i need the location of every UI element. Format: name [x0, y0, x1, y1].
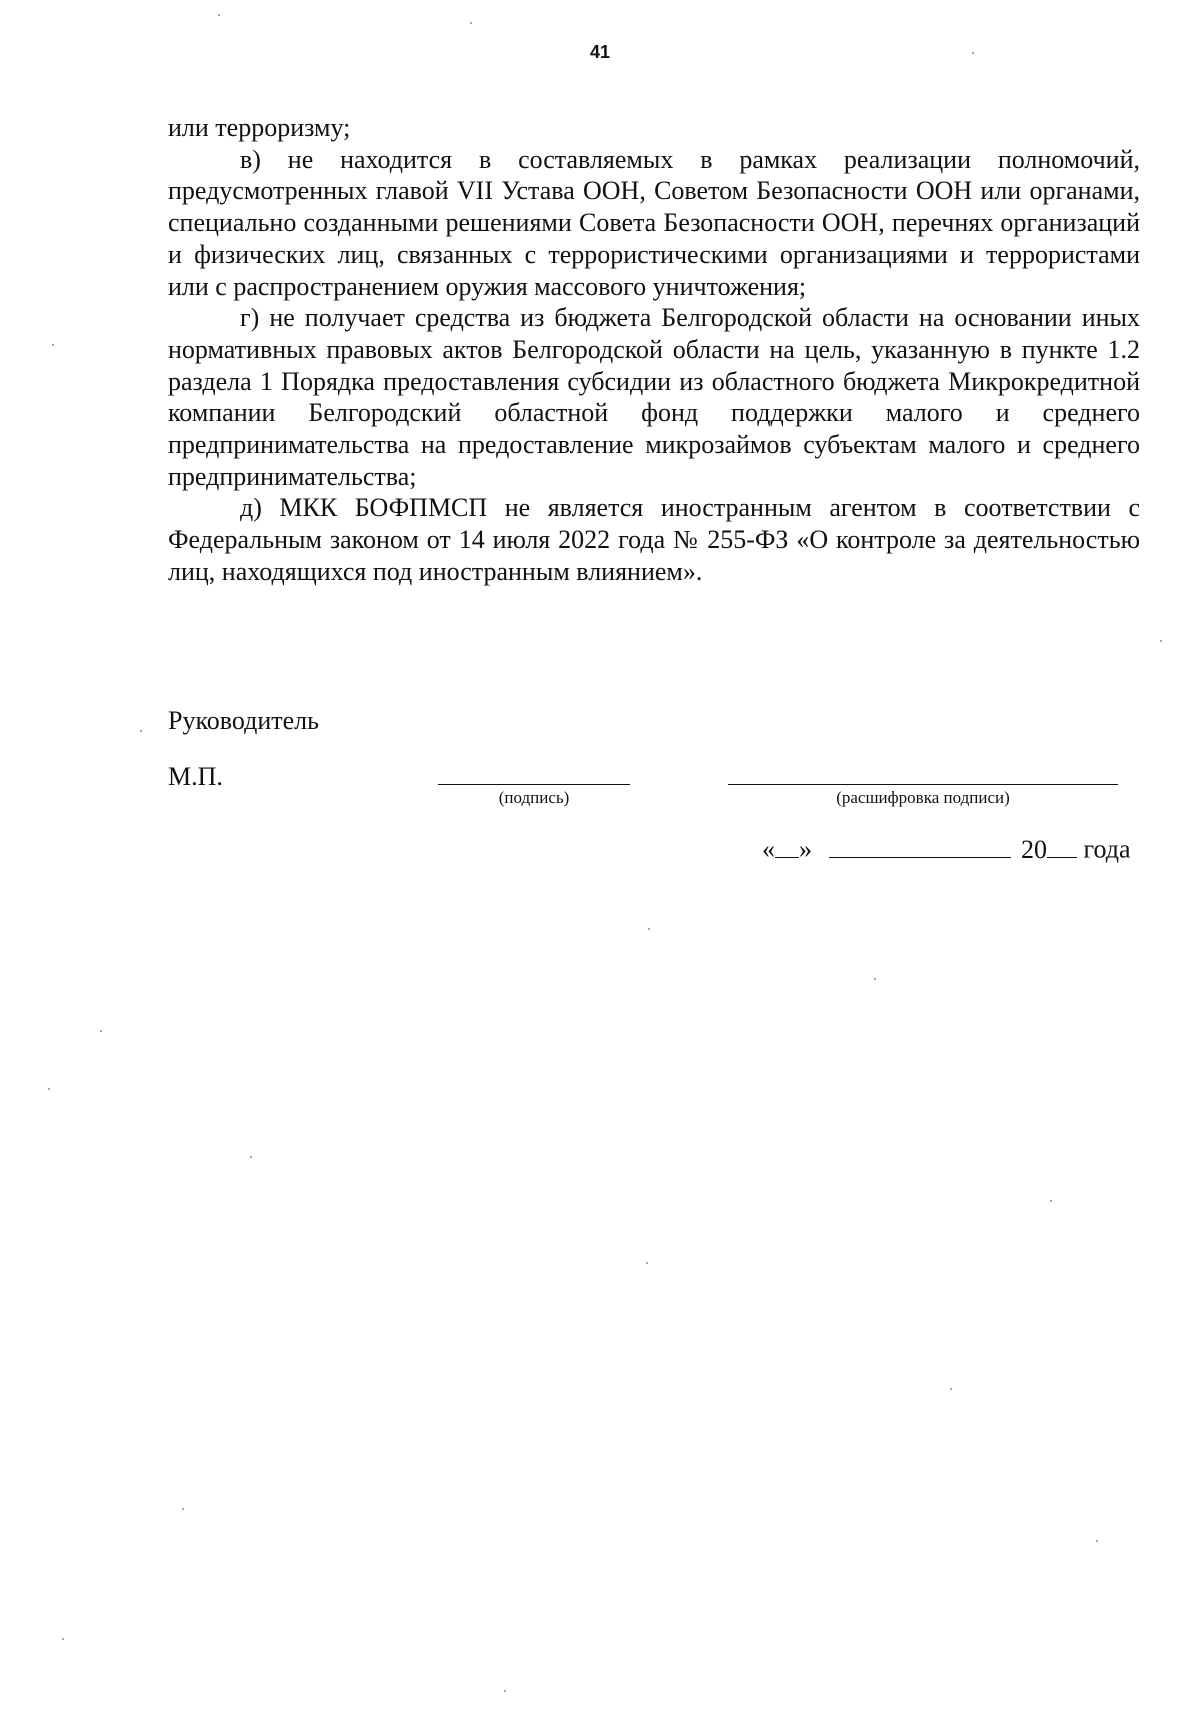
page-number: 41 [589, 42, 611, 62]
scan-speck [1050, 1200, 1052, 1202]
paragraph-g: г) не получает средства из бюджета Белгородской области на основании иных нормативных правовых актов Белгородской области на цель, указанную в пункте 1.2 раздела 1 Порядка предоставления субсидии из областного бюджета Микрокредитной компании Белгородский областной фонд поддержки малого и среднего предпринимательства на предоставление микрозаймов субъектам малого и среднего предпринимательства; [168, 303, 1140, 491]
signature-line [438, 784, 630, 785]
date-line [762, 832, 1131, 865]
date-close-quote: » [799, 834, 812, 864]
scan-speck [100, 1030, 102, 1032]
scan-speck [250, 1156, 252, 1158]
year-suffix: года [1083, 834, 1131, 864]
signature-caption: (подпись) [498, 788, 570, 807]
scan-speck [950, 1388, 952, 1390]
scan-speck [218, 14, 220, 16]
scan-speck [1160, 640, 1162, 642]
scan-speck [470, 22, 472, 24]
stamp-label: М.П. [168, 762, 223, 791]
decoding-caption: (расшифровка подписи) [836, 788, 1010, 807]
year-blank [1047, 832, 1077, 858]
scan-speck [972, 52, 974, 54]
role-label: Руководитель [168, 706, 319, 735]
scan-speck [504, 1690, 506, 1692]
day-blank [775, 832, 799, 858]
paragraph-v: в) не находится в составляемых в рамках реализации полномочий, предусмотренных главой VII Устава ООН, Советом Безопасности ООН или органами, специально созданными решениями Совета Безопасности ООН, перечнях организаций и физических лиц, связанных с террористическими организациями и террористами или с распространением оружия массового уничтожения; [168, 144, 1140, 301]
scan-speck [140, 730, 142, 732]
date-open-quote: « [762, 834, 775, 864]
paragraph-continuation: или терроризму; [168, 113, 351, 142]
body-text [168, 112, 1140, 588]
scan-speck [648, 928, 650, 930]
scan-speck [182, 1508, 184, 1510]
scan-speck [874, 978, 876, 980]
decoding-line [728, 784, 1118, 785]
scan-speck [1096, 1540, 1098, 1542]
scan-speck [62, 1638, 64, 1640]
scan-speck [52, 344, 54, 346]
scan-speck [48, 1088, 50, 1090]
scan-speck [646, 1262, 648, 1264]
year-prefix: 20 [1021, 834, 1047, 864]
paragraph-d: д) МКК БОФПМСП не является иностранным агентом в соответствии с Федеральным законом от 14 июля 2022 года № 255-ФЗ «О контроле за деятельностью лиц, находящихся под иностранным влиянием». [168, 493, 1140, 586]
month-blank [829, 832, 1011, 858]
